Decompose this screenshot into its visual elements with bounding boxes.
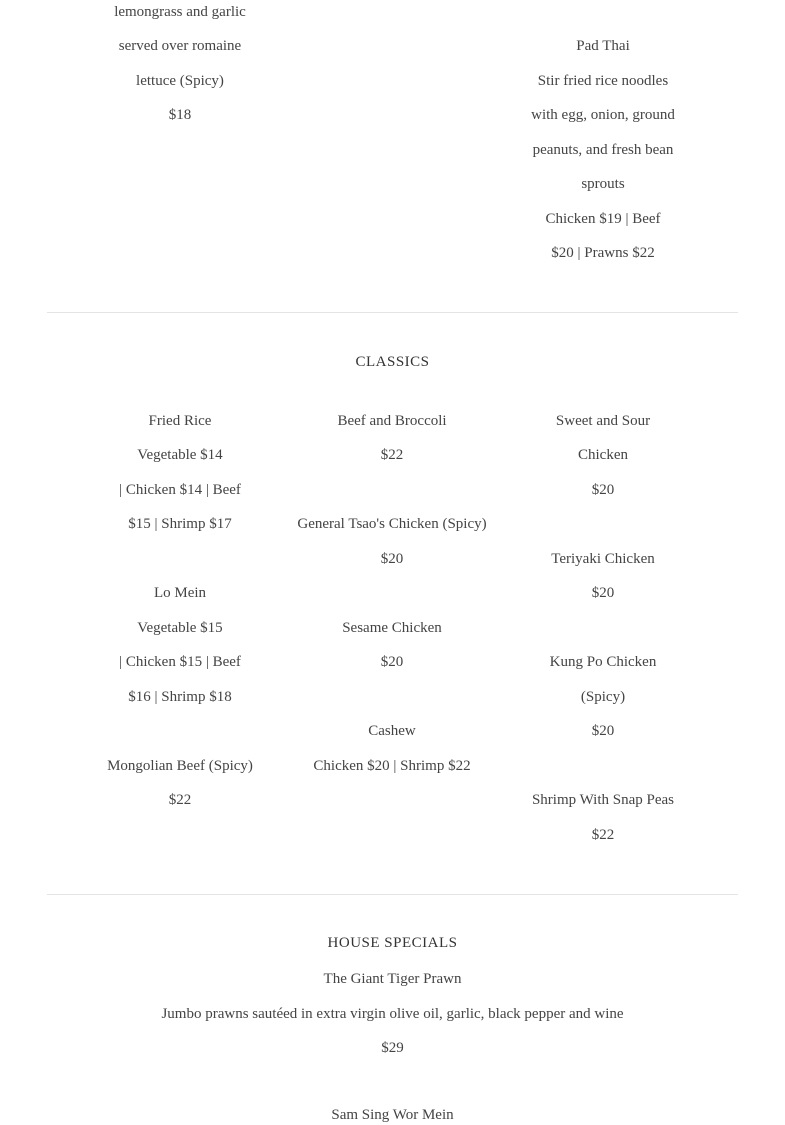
menu-item-name: (Spicy) [580,689,626,705]
menu-item-price: $18 [168,107,192,123]
menu-item-price: $20 [380,654,404,670]
menu-item-price: Chicken $19 | Beef [545,211,661,227]
menu-item-name: Sesame Chicken [342,620,442,636]
menu-item-price: $20 [591,585,615,601]
menu-item-price: $20 | Prawns $22 [551,245,655,261]
menu-item-price: $15 | Shrimp $17 [128,516,232,532]
menu-item-name: The Giant Tiger Prawn [323,971,462,987]
section-divider [47,894,738,895]
menu-item-price: Vegetable $15 [137,620,223,636]
menu-item-name: Shrimp With Snap Peas [531,792,675,808]
menu-item-price: $20 [380,551,404,567]
menu-item-name: Beef and Broccoli [337,413,447,429]
menu-item-name: Fried Rice [148,413,212,429]
menu-item-price: $29 [381,1040,404,1056]
menu-item-price: $22 [168,792,192,808]
menu-item-price: | Chicken $15 | Beef [119,654,241,670]
menu-item-desc-line: sprouts [581,176,625,192]
section-heading-house-specials: HOUSE SPECIALS [327,935,458,951]
menu-item-desc-line: with egg, onion, ground [531,107,675,123]
menu-item-price: $20 [591,482,615,498]
menu-item-price: $22 [591,827,615,843]
menu-item-name: General Tsao's Chicken (Spicy) [297,516,487,532]
menu-item-name: Kung Po Chicken [549,654,657,670]
menu-item-name: Mongolian Beef (Spicy) [107,758,253,774]
menu-item-name: Cashew [368,723,416,739]
menu-item-price: $20 [591,723,615,739]
menu-item-price: $22 [380,447,404,463]
menu-item-name: Sam Sing Wor Mein [331,1107,454,1123]
menu-item-desc-line: Jumbo prawns sautéed in extra virgin olive oil, garlic, black pepper and wine [161,1006,624,1022]
menu-item-desc-line: peanuts, and fresh bean [532,142,674,158]
section-divider [47,312,738,313]
section-heading-classics: CLASSICS [355,354,430,370]
menu-item-price: Vegetable $14 [137,447,223,463]
menu-item-name: Sweet and Sour [555,413,651,429]
menu-item-desc-line: served over romaine [118,38,242,54]
menu-item-desc-line: lemongrass and garlic [114,4,246,20]
menu-item-name: Pad Thai [576,38,630,54]
menu-item-desc-line: Stir fried rice noodles [537,73,669,89]
menu-item-price: | Chicken $14 | Beef [119,482,241,498]
menu-item-desc-line: lettuce (Spicy) [136,73,224,89]
menu-item-name: Teriyaki Chicken [551,551,655,567]
menu-item-name: Lo Mein [153,585,207,601]
menu-item-name: Chicken [578,447,628,463]
menu-item-price: Chicken $20 | Shrimp $22 [313,758,471,774]
menu-item-price: $16 | Shrimp $18 [128,689,232,705]
